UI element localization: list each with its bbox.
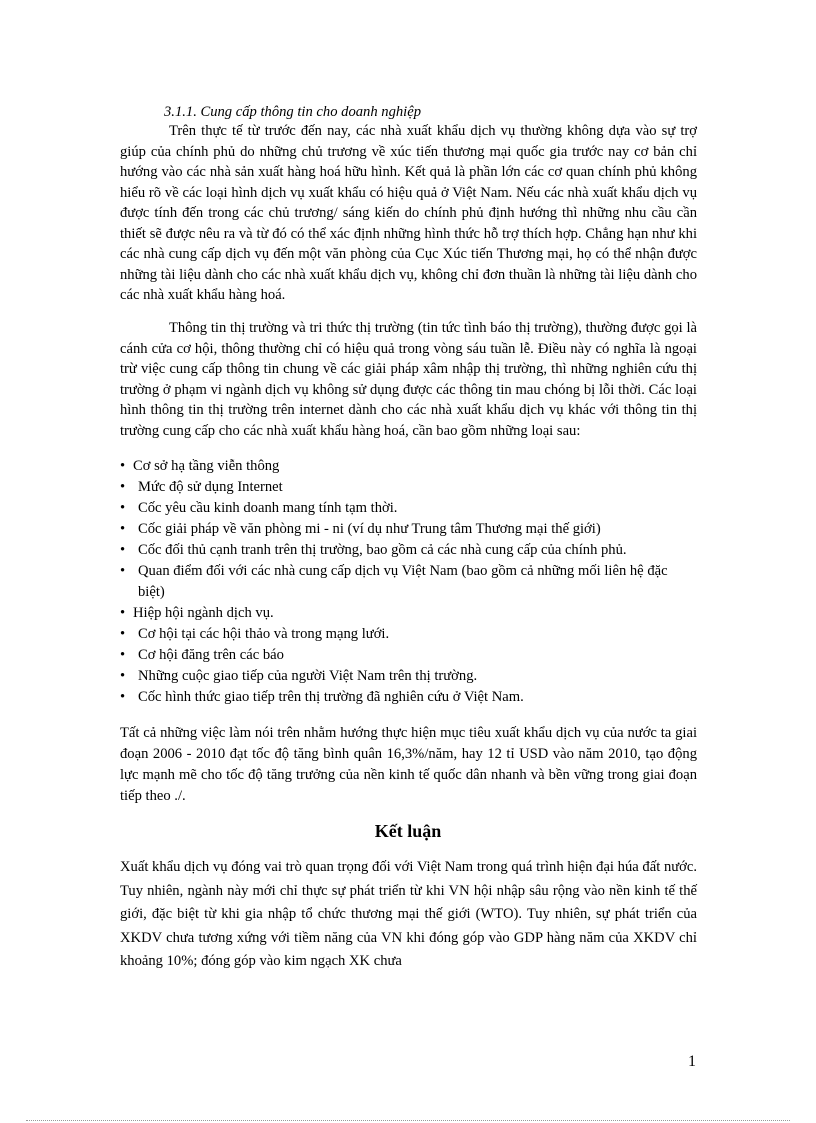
bullet-icon: • (120, 667, 126, 684)
bullet-icon: • (120, 500, 126, 516)
list-item (120, 687, 697, 708)
paragraph-1: Trên thực tế từ trước đến nay, các nhà xuất khẩu dịch vụ thường không dựa vào sự trợ giúp của chính phủ do những chủ trương về xúc tiến thương mại quốc gia trước nay cơ bản chỉ hướng vào các nhà sản xuất hàng hoá hữu hình. Kết quả là phần lớn các cơ quan chính phủ không hiểu rõ về các loại hình dịch vụ xuất khẩu có hiệu quả ở Việt Nam. Nếu các nhà xuất khẩu dịch vụ được tính đến trong các chủ trương/ sáng kiến do chính phủ định hướng thì những nhu cầu cần thiết sẽ được nêu ra và từ đó có thể xác định những hình thức hỗ trợ thích hợp. Chẳng hạn như khi các nhà cung cấp dịch vụ đến một văn phòng của Cục Xúc tiến Thương mại, họ có thể nhận được những tài liệu dành cho các nhà xuất khẩu dịch vụ, không chỉ đơn thuần là những tài liệu dành cho các nhà xuất khẩu hàng hoá. (120, 123, 697, 303)
list-item (120, 561, 697, 602)
list-item-text: Cơ sở hạ tầng viễn thông (133, 458, 280, 474)
list-item-text: Mức độ sử dụng Internet (138, 479, 283, 495)
list-item (120, 519, 697, 540)
bullet-icon: • (120, 521, 126, 537)
list-item-text: Cơ hội tại các hội thảo và trong mạng lưới. (138, 625, 390, 642)
list-item-text: Cốc đối thủ cạnh tranh trên thị trường, bao gồm cả các nhà cung cấp của chính phủ. (138, 542, 627, 558)
paragraph-3: Tất cả những việc làm nói trên nhằm hướng thực hiện mục tiêu xuất khẩu dịch vụ của nước ta giai đoạn 2006 - 2010 đạt tốc độ tăng bình quân 16,3%/năm, hay 12 tỉ USD vào năm 2010, tạo động lực mạnh mẽ cho tốc độ tăng trưởng của nền kinh tế quốc dân nhanh và bền vững trong giai đoạn tiếp theo ./. (120, 725, 697, 804)
bullet-icon: • (120, 563, 126, 579)
list-item (120, 456, 697, 477)
conclusion-heading: Kết luận (374, 821, 442, 841)
list-item-text: Những cuộc giao tiếp của người Việt Nam trên thị trường. (138, 667, 478, 684)
bullet-icon: • (120, 458, 126, 474)
bullet-icon: • (120, 479, 126, 495)
list-item-text: Cốc giải pháp về văn phòng mi - ni (ví dụ như Trung tâm Thương mại thế giới) (138, 521, 601, 537)
list-item-text: Quan điểm đối với các nhà cung cấp dịch vụ Việt Nam (bao gồm cả những mối liên hệ đặc biệt) (138, 563, 668, 600)
bullet-icon: • (120, 688, 126, 705)
list-item-text: Cơ hội đăng trên các báo (138, 646, 284, 663)
paragraph-2: Thông tin thị trường và tri thức thị trường (tin tức tình báo thị trường), thường được gọi là cánh cửa cơ hội, thông thường chỉ có hiệu quả trong vòng sáu tuần lễ. Điều này có nghĩa là ngoại trừ việc cung cấp thông tin chung về các giải pháp xâm nhập thị trường, thì những nghiên cứu thị trường ở phạm vi ngành dịch vụ không sử dụng được các thông tin mau chóng bị lỗi thời. Các loại hình thông tin thị trường trên internet dành cho các nhà xuất khẩu dịch vụ khác với thông tin thị trường cung cấp cho các nhà xuất khẩu hàng hoá, cần bao gồm những loại sau: (120, 320, 697, 439)
bullet-icon: • (120, 646, 126, 663)
list-item (120, 645, 697, 666)
list-item (120, 624, 697, 645)
list-item-text: Cốc hình thức giao tiếp trên thị trường đã nghiên cứu ở Việt Nam. (138, 688, 524, 705)
list-item (120, 603, 697, 624)
list-item (120, 498, 697, 519)
list-item (120, 540, 697, 561)
list-item (120, 477, 697, 498)
list-item-text: Cốc yêu cầu kinh doanh mang tính tạm thời. (138, 500, 398, 516)
list-item-text: Hiệp hội ngành dịch vụ. (133, 604, 274, 621)
bullet-icon: • (120, 625, 126, 642)
bullet-icon: • (120, 604, 126, 621)
bullet-icon: • (120, 542, 126, 558)
bullet-list (120, 456, 697, 708)
page-footer-divider (26, 1120, 790, 1121)
list-item (120, 666, 697, 687)
section-subheading: 3.1.1. Cung cấp thông tin cho doanh nghiệp (164, 104, 421, 120)
page-number: 1 (688, 1053, 696, 1070)
conclusion-paragraph: Xuất khẩu dịch vụ đóng vai trò quan trọng đối với Việt Nam trong quá trình hiện đại húa đất nước. Tuy nhiên, ngành này mới chỉ thực sự phát triển từ khi VN hội nhập sâu rộng vào nền kinh tế thế giới, đặc biệt từ khi gia nhập tổ chức thương mại thế giới (WTO). Tuy nhiên, sự phát triển của XKDV chưa tương xứng với tiềm năng của VN khi đóng góp vào GDP hàng năm của XKDV chỉ khoảng 10%; đóng góp vào kim ngạch XK chưa (120, 859, 697, 969)
